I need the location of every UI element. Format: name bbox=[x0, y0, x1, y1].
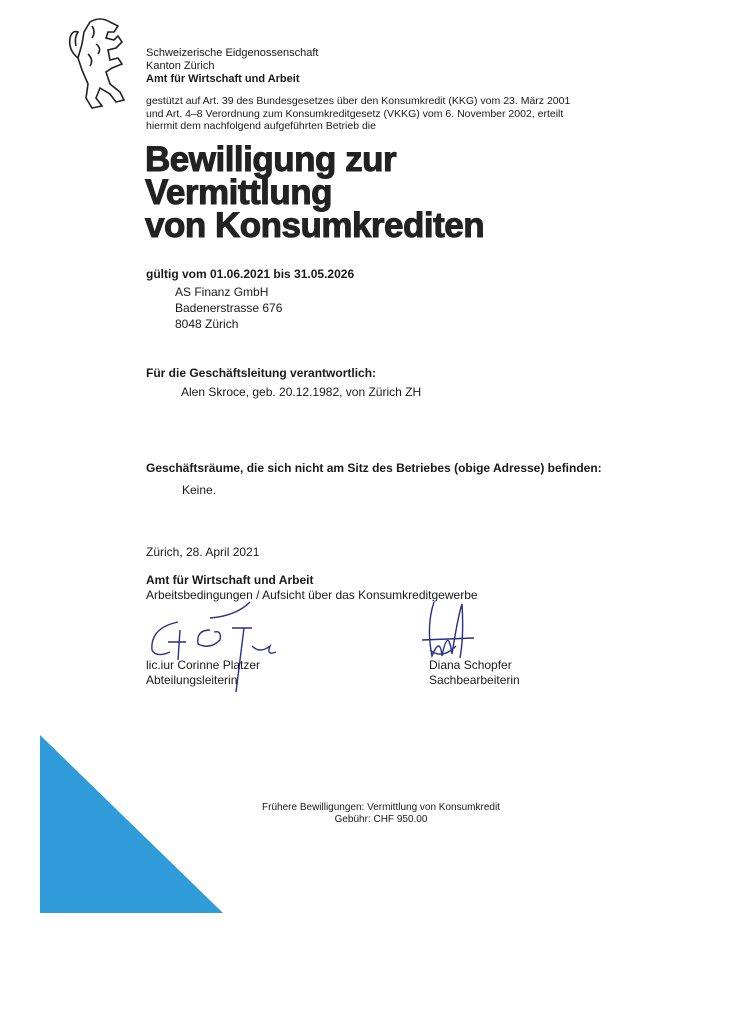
premises-label: Geschäftsräume, die sich nicht am Sitz des Betriebes (obige Adresse) befinden: bbox=[146, 461, 602, 475]
title-line: Bewilligung zur bbox=[145, 140, 397, 179]
title-line: von Konsumkrediten bbox=[145, 206, 485, 245]
company-name: AS Finanz GmbH bbox=[175, 285, 269, 299]
company-city: 8048 Zürich bbox=[175, 317, 239, 331]
validity-period: gültig vom 01.06.2021 bis 31.05.2026 bbox=[146, 267, 355, 281]
signatory-name: Diana Schopfer bbox=[429, 658, 512, 672]
header-line-confederation: Schweizerische Eidgenossenschaft bbox=[146, 47, 319, 59]
signatory-1 bbox=[146, 658, 260, 688]
footer bbox=[245, 802, 517, 826]
signatory-name: lic.iur Corinne Platzer bbox=[146, 658, 261, 672]
management-label: Für die Geschäftsleitung verantwortlich: bbox=[146, 366, 377, 380]
intro-line: gestützt auf Art. 39 des Bundesgesetzes über den Konsumkredit (KKG) vom 23. März 2001 bbox=[146, 95, 571, 107]
header-line-canton: Kanton Zürich bbox=[146, 60, 215, 72]
intro-line: und Art. 4–8 Verordnung zum Konsumkreditgesetz (VKKG) vom 6. November 2002, erteilt bbox=[146, 107, 564, 120]
issuer-department: Arbeitsbedingungen / Aufsicht über das Konsumkreditgewerbe bbox=[146, 588, 478, 602]
header-office: Amt für Wirtschaft und Arbeit bbox=[146, 73, 300, 85]
blue-corner-triangle bbox=[40, 735, 224, 913]
zurich-lion-logo bbox=[62, 14, 142, 114]
company-address bbox=[175, 284, 282, 332]
signatory-2 bbox=[429, 658, 520, 688]
document-title bbox=[145, 140, 485, 245]
management-value: Alen Skroce, geb. 20.12.1982, von Zürich ZH bbox=[181, 385, 422, 399]
footer-previous-permits: Frühere Bewilligungen: Vermittlung von Konsumkredit bbox=[262, 802, 500, 813]
issuer-office: Amt für Wirtschaft und Arbeit bbox=[146, 573, 314, 587]
signatory-role: Sachbearbeiterin bbox=[429, 673, 520, 687]
footer-fee: Gebühr: CHF 950.00 bbox=[334, 814, 428, 825]
signatory-role: Abteilungsleiterin bbox=[146, 673, 238, 687]
intro-line: hiermit dem nachfolgend aufgeführten Betrieb die bbox=[146, 120, 376, 132]
place-date: Zürich, 28. April 2021 bbox=[146, 545, 260, 559]
title-line: Vermittlung bbox=[145, 173, 333, 212]
company-street: Badenerstrasse 676 bbox=[175, 301, 283, 315]
intro-text bbox=[146, 95, 570, 133]
premises-value: Keine. bbox=[182, 483, 217, 497]
